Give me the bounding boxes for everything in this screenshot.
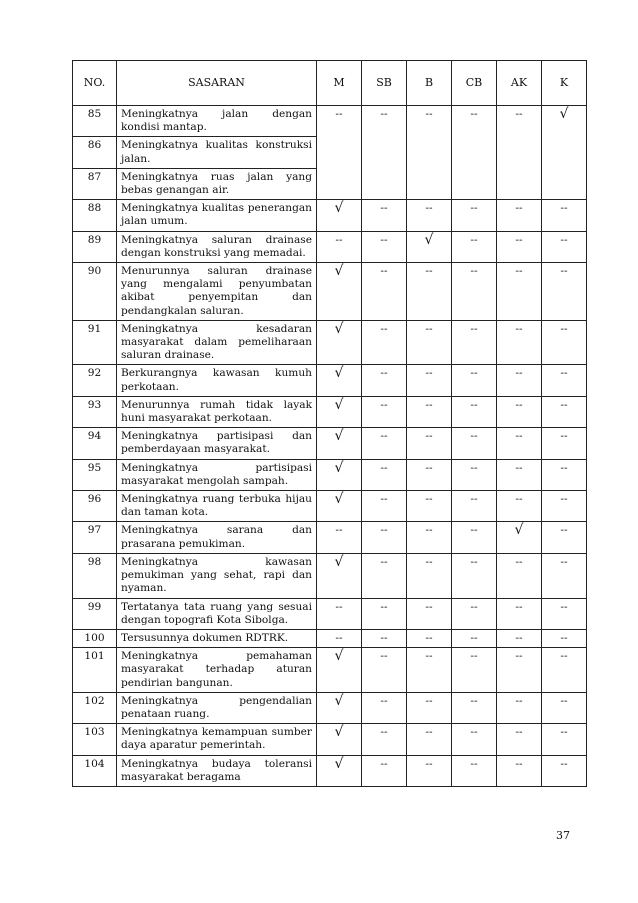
- row-target: Meningkatnya ruas jalan yang bebas genangan air.: [117, 168, 317, 199]
- mark-sb: --: [362, 648, 407, 693]
- row-target: Berkurangnya kawasan kumuh perkotaan.: [117, 365, 317, 396]
- mark-ak: --: [497, 459, 542, 490]
- header-sb: SB: [362, 61, 407, 106]
- mark-sb: --: [362, 200, 407, 231]
- mark-ak: --: [497, 629, 542, 647]
- mark-cb: --: [452, 724, 497, 755]
- mark-b: --: [407, 553, 452, 598]
- mark-sb: --: [362, 692, 407, 723]
- mark-cb: --: [452, 522, 497, 553]
- mark-m: --: [317, 231, 362, 262]
- table-row: [73, 459, 587, 490]
- mark-ak: --: [497, 724, 542, 755]
- row-target: Meningkatnya budaya toleransi masyarakat beragama: [117, 755, 317, 786]
- row-number: 98: [73, 553, 117, 598]
- mark-sb: --: [362, 522, 407, 553]
- mark-m: √: [317, 692, 362, 723]
- mark-k: --: [542, 692, 587, 723]
- table-row: [73, 522, 587, 553]
- row-number: 90: [73, 263, 117, 321]
- row-number: 97: [73, 522, 117, 553]
- row-target: Meningkatnya kesadaran masyarakat dalam pemeliharaan saluran drainase.: [117, 320, 317, 365]
- mark-b: --: [407, 629, 452, 647]
- mark-k: --: [542, 459, 587, 490]
- row-number: 99: [73, 598, 117, 629]
- mark-ak: --: [497, 365, 542, 396]
- table-row: [73, 491, 587, 522]
- table-row: [73, 724, 587, 755]
- row-number: 88: [73, 200, 117, 231]
- row-number: 100: [73, 629, 117, 647]
- mark-k: --: [542, 263, 587, 321]
- mark-sb: --: [362, 491, 407, 522]
- mark-sb: --: [362, 428, 407, 459]
- mark-b: --: [407, 428, 452, 459]
- row-target: Tertatanya tata ruang yang sesuai dengan topografi Kota Sibolga.: [117, 598, 317, 629]
- mark-b: --: [407, 263, 452, 321]
- table-row: [73, 396, 587, 427]
- mark-k: --: [542, 200, 587, 231]
- mark-cb: --: [452, 396, 497, 427]
- mark-m: --: [317, 629, 362, 647]
- table-header-row: [73, 61, 587, 106]
- mark-sb: --: [362, 263, 407, 321]
- mark-k: --: [542, 428, 587, 459]
- mark-ak: --: [497, 396, 542, 427]
- row-number: 86: [73, 137, 117, 168]
- row-target: Meningkatnya kualitas konstruksi jalan.: [117, 137, 317, 168]
- mark-sb: --: [362, 396, 407, 427]
- row-number: 94: [73, 428, 117, 459]
- row-target: Meningkatnya saluran drainase dengan konstruksi yang memadai.: [117, 231, 317, 262]
- mark-b: --: [407, 598, 452, 629]
- table-row: [73, 263, 587, 321]
- mark-m: √: [317, 200, 362, 231]
- mark-cb: --: [452, 692, 497, 723]
- row-target: Meningkatnya kualitas penerangan jalan umum.: [117, 200, 317, 231]
- mark-cb: --: [452, 459, 497, 490]
- mark-sb: --: [362, 598, 407, 629]
- mark-ak: √: [497, 522, 542, 553]
- mark-sb: --: [362, 231, 407, 262]
- mark-b: --: [407, 106, 452, 200]
- mark-b: --: [407, 396, 452, 427]
- mark-ak: --: [497, 106, 542, 200]
- mark-m: √: [317, 396, 362, 427]
- page-number: 37: [556, 829, 570, 842]
- row-target: Meningkatnya pengendalian penataan ruang.: [117, 692, 317, 723]
- mark-b: --: [407, 459, 452, 490]
- mark-m: √: [317, 648, 362, 693]
- mark-k: --: [542, 598, 587, 629]
- row-number: 96: [73, 491, 117, 522]
- mark-cb: --: [452, 428, 497, 459]
- table-row: [73, 231, 587, 262]
- mark-k: --: [542, 491, 587, 522]
- row-number: 101: [73, 648, 117, 693]
- mark-sb: --: [362, 365, 407, 396]
- mark-sb: --: [362, 629, 407, 647]
- mark-ak: --: [497, 491, 542, 522]
- mark-m: √: [317, 491, 362, 522]
- row-number: 91: [73, 320, 117, 365]
- table-row: [73, 598, 587, 629]
- header-k: K: [542, 61, 587, 106]
- table-row: [73, 755, 587, 786]
- header-sasaran: SASARAN: [117, 61, 317, 106]
- row-target: Meningkatnya jalan dengan kondisi mantap.: [117, 106, 317, 137]
- row-target: Meningkatnya pemahaman masyarakat terhadap aturan pendirian bangunan.: [117, 648, 317, 693]
- mark-sb: --: [362, 459, 407, 490]
- mark-m: √: [317, 459, 362, 490]
- mark-b: --: [407, 320, 452, 365]
- row-number: 103: [73, 724, 117, 755]
- mark-b: --: [407, 648, 452, 693]
- header-b: B: [407, 61, 452, 106]
- header-m: M: [317, 61, 362, 106]
- mark-b: --: [407, 724, 452, 755]
- mark-b: --: [407, 491, 452, 522]
- table-row: [73, 320, 587, 365]
- mark-cb: --: [452, 629, 497, 647]
- table-row: [73, 106, 587, 137]
- mark-cb: --: [452, 320, 497, 365]
- header-no: NO.: [73, 61, 117, 106]
- row-target: Meningkatnya partisipasi dan pemberdayaan masyarakat.: [117, 428, 317, 459]
- mark-cb: --: [452, 231, 497, 262]
- mark-b: --: [407, 755, 452, 786]
- table-row: [73, 648, 587, 693]
- sasaran-table: [72, 60, 587, 787]
- mark-cb: --: [452, 553, 497, 598]
- mark-m: √: [317, 553, 362, 598]
- mark-ak: --: [497, 320, 542, 365]
- mark-ak: --: [497, 231, 542, 262]
- row-number: 89: [73, 231, 117, 262]
- row-number: 85: [73, 106, 117, 137]
- mark-k: √: [542, 106, 587, 200]
- row-number: 87: [73, 168, 117, 199]
- mark-b: --: [407, 200, 452, 231]
- mark-cb: --: [452, 263, 497, 321]
- mark-m: --: [317, 106, 362, 200]
- table-row: [73, 553, 587, 598]
- row-target: Meningkatnya sarana dan prasarana pemukiman.: [117, 522, 317, 553]
- mark-b: --: [407, 522, 452, 553]
- header-cb: CB: [452, 61, 497, 106]
- mark-m: √: [317, 755, 362, 786]
- mark-ak: --: [497, 755, 542, 786]
- mark-sb: --: [362, 553, 407, 598]
- mark-b: √: [407, 231, 452, 262]
- mark-ak: --: [497, 648, 542, 693]
- mark-ak: --: [497, 200, 542, 231]
- mark-cb: --: [452, 598, 497, 629]
- mark-ak: --: [497, 428, 542, 459]
- mark-k: --: [542, 522, 587, 553]
- table-row: [73, 365, 587, 396]
- mark-m: --: [317, 598, 362, 629]
- mark-cb: --: [452, 365, 497, 396]
- mark-k: --: [542, 320, 587, 365]
- mark-b: --: [407, 365, 452, 396]
- mark-b: --: [407, 692, 452, 723]
- mark-m: √: [317, 320, 362, 365]
- mark-sb: --: [362, 724, 407, 755]
- mark-k: --: [542, 755, 587, 786]
- row-number: 102: [73, 692, 117, 723]
- mark-m: √: [317, 724, 362, 755]
- row-target: Menurunnya rumah tidak layak huni masyarakat perkotaan.: [117, 396, 317, 427]
- mark-m: √: [317, 263, 362, 321]
- mark-cb: --: [452, 106, 497, 200]
- mark-m: √: [317, 428, 362, 459]
- row-number: 92: [73, 365, 117, 396]
- table-row: [73, 200, 587, 231]
- row-number: 93: [73, 396, 117, 427]
- row-target: Meningkatnya ruang terbuka hijau dan taman kota.: [117, 491, 317, 522]
- mark-sb: --: [362, 320, 407, 365]
- mark-ak: --: [497, 692, 542, 723]
- mark-cb: --: [452, 648, 497, 693]
- mark-sb: --: [362, 106, 407, 200]
- table-row: [73, 428, 587, 459]
- row-target: Meningkatnya kemampuan sumber daya aparatur pemerintah.: [117, 724, 317, 755]
- row-number: 104: [73, 755, 117, 786]
- mark-k: --: [542, 231, 587, 262]
- row-target: Tersusunnya dokumen RDTRK.: [117, 629, 317, 647]
- mark-ak: --: [497, 598, 542, 629]
- table-row: [73, 629, 587, 647]
- mark-ak: --: [497, 263, 542, 321]
- mark-k: --: [542, 724, 587, 755]
- mark-sb: --: [362, 755, 407, 786]
- row-target: Meningkatnya kawasan pemukiman yang sehat, rapi dan nyaman.: [117, 553, 317, 598]
- mark-cb: --: [452, 755, 497, 786]
- mark-k: --: [542, 648, 587, 693]
- row-target: Menurunnya saluran drainase yang mengalami penyumbatan akibat penyempitan dan pendangkalan saluran.: [117, 263, 317, 321]
- mark-k: --: [542, 553, 587, 598]
- table-body: [73, 106, 587, 787]
- row-target: Meningkatnya partisipasi masyarakat mengolah sampah.: [117, 459, 317, 490]
- mark-ak: --: [497, 553, 542, 598]
- table-row: [73, 692, 587, 723]
- mark-m: √: [317, 365, 362, 396]
- mark-cb: --: [452, 491, 497, 522]
- mark-k: --: [542, 396, 587, 427]
- mark-k: --: [542, 629, 587, 647]
- header-ak: AK: [497, 61, 542, 106]
- row-number: 95: [73, 459, 117, 490]
- mark-cb: --: [452, 200, 497, 231]
- mark-m: --: [317, 522, 362, 553]
- mark-k: --: [542, 365, 587, 396]
